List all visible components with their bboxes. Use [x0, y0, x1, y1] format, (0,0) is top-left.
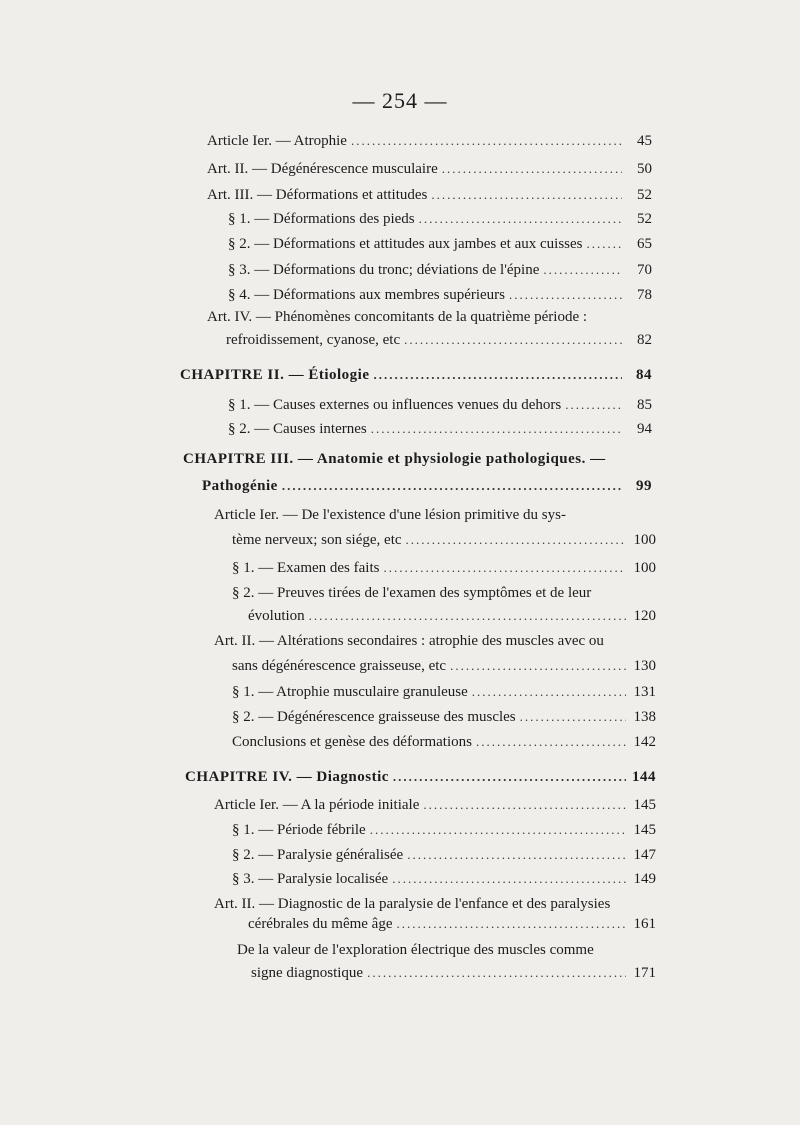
leader-dots: [367, 964, 626, 982]
toc-entry-label: CHAPITRE II. — Étiologie: [180, 367, 370, 383]
leader-dots: [450, 657, 626, 675]
toc-entry-label: tème nerveux; son siége, etc: [232, 532, 402, 548]
toc-entry: [228, 420, 652, 438]
toc-entry-label: Art. II. — Diagnostic de la paralysie de l'enfance et des paralysies: [214, 896, 611, 912]
toc-entry-page: 145: [633, 797, 656, 813]
toc-entry-label: Art. II. — Altérations secondaires : atrophie des muscles avec ou: [214, 633, 604, 649]
toc-entry: [232, 870, 656, 888]
toc-entry-label: § 1. — Déformations des pieds: [228, 211, 415, 227]
toc-entry-page: 131: [633, 684, 656, 700]
toc-entry-page: 120: [633, 608, 656, 624]
toc-entry-label: § 1. — Causes externes ou influences venues du dehors: [228, 397, 562, 413]
toc-entry-label: § 1. — Atrophie musculaire granuleuse: [232, 684, 468, 700]
toc-entry: [232, 531, 656, 549]
chapter-heading: CHAPITRE III. — Anatomie et physiologie pathologiques. —: [183, 451, 606, 467]
leader-dots: [397, 915, 627, 933]
leader-dots: [370, 821, 626, 839]
toc-entry-page: 52: [637, 211, 652, 227]
leader-dots: [406, 531, 626, 549]
toc-entry-label: Article Ier. — De l'existence d'une lésion primitive du sys-: [214, 507, 566, 523]
toc-entry: [232, 657, 656, 675]
leader-dots: [543, 261, 622, 279]
leader-dots: [282, 477, 622, 495]
toc-entry-label: cérébrales du même âge: [248, 916, 393, 932]
toc-entry-page: 52: [637, 187, 652, 203]
leader-dots: [520, 708, 626, 726]
toc-entry-label: § 3. — Déformations du tronc; déviations de l'épine: [228, 262, 540, 278]
toc-entry-label: Article Ier. — Atrophie: [207, 133, 347, 149]
leader-dots: [407, 846, 626, 864]
toc-entry-label: Conclusions et genèse des déformations: [232, 734, 472, 750]
toc-entry-page: 100: [633, 532, 656, 548]
leader-dots: [423, 796, 626, 814]
leader-dots: [419, 210, 622, 228]
toc-entry: [214, 796, 656, 814]
toc-entry: [232, 821, 656, 839]
toc-entry-label: § 2. — Déformations et attitudes aux jambes et aux cuisses: [228, 236, 583, 252]
toc-entry-page: 147: [633, 847, 656, 863]
leader-dots: [351, 132, 622, 150]
toc-entry: [232, 733, 656, 751]
toc-entry: [228, 286, 652, 304]
toc-entry: [232, 846, 656, 864]
leader-dots: [309, 607, 626, 625]
toc-entry-page: 45: [637, 133, 652, 149]
toc-entry: [232, 708, 656, 726]
toc-entry: [226, 331, 652, 349]
toc-entry-label: § 1. — Examen des faits: [232, 560, 380, 576]
toc-entry-label: sans dégénérescence graisseuse, etc: [232, 658, 447, 674]
toc-entry-label: § 2. — Paralysie généralisée: [232, 847, 404, 863]
chapter-heading: [202, 477, 652, 495]
toc-entry-label: § 2. — Causes internes: [228, 421, 367, 437]
toc-entry-page: 94: [637, 421, 652, 437]
toc-entry-page: 100: [633, 560, 656, 576]
toc-entry-page: 84: [636, 367, 652, 383]
toc-entry-page: 130: [633, 658, 656, 674]
leader-dots: [392, 870, 626, 888]
toc-entry-page: 144: [632, 769, 656, 785]
leader-dots: [565, 396, 622, 414]
toc-entry-label: § 2. — Preuves tirées de l'examen des symptômes et de leur: [232, 585, 592, 601]
toc-entry-page: 50: [637, 161, 652, 177]
leader-dots: [374, 366, 622, 384]
toc-entry-page: 171: [633, 965, 656, 981]
toc-entry-page: 82: [637, 332, 652, 348]
toc-entry-label: § 1. — Période fébrile: [232, 822, 366, 838]
toc-entry: [248, 915, 656, 933]
chapter-heading: [185, 768, 656, 786]
toc-entry: [232, 559, 656, 577]
toc-entry-label: refroidissement, cyanose, etc: [226, 332, 401, 348]
toc-entry: [248, 607, 656, 625]
toc-entry-label: § 3. — Paralysie localisée: [232, 871, 389, 887]
toc-entry: [228, 261, 652, 279]
toc-entry-page: 65: [637, 236, 652, 252]
toc-entry-label: Article Ier. — A la période initiale: [214, 797, 420, 813]
chapter-heading: [180, 366, 652, 384]
toc-entry-label: Art. III. — Déformations et attitudes: [207, 187, 428, 203]
toc-entry-page: 149: [633, 871, 656, 887]
toc-entry-page: 142: [633, 734, 656, 750]
leader-dots: [404, 331, 622, 349]
toc-entry-page: 99: [636, 478, 652, 494]
toc-entry: [207, 186, 652, 204]
leader-dots: [442, 160, 622, 178]
toc-entry-page: 161: [633, 916, 656, 932]
leader-dots: [587, 235, 623, 253]
toc-entry: [207, 132, 652, 150]
toc-entry: [228, 396, 652, 414]
leader-dots: [476, 733, 626, 751]
toc-entry-label: De la valeur de l'exploration électrique des muscles comme: [237, 942, 594, 958]
leader-dots: [472, 683, 626, 701]
toc-entry: [228, 235, 652, 253]
toc-entry-label: § 2. — Dégénérescence graisseuse des muscles: [232, 709, 516, 725]
leader-dots: [383, 559, 626, 577]
leader-dots: [371, 420, 622, 438]
toc-entry-label: Pathogénie: [202, 478, 278, 494]
toc-entry-page: 70: [637, 262, 652, 278]
toc-entry: [228, 210, 652, 228]
toc-entry-label: Art. IV. — Phénomènes concomitants de la quatrième période :: [207, 309, 588, 325]
leader-dots: [509, 286, 622, 304]
leader-dots: [393, 768, 626, 786]
toc-entry-page: 78: [637, 287, 652, 303]
toc-entry: [207, 160, 652, 178]
toc-entry-label: § 4. — Déformations aux membres supérieurs: [228, 287, 506, 303]
toc-entry-label: CHAPITRE IV. — Diagnostic: [185, 769, 389, 785]
toc-entry-label: signe diagnostique: [251, 965, 364, 981]
page-number: — 254 —: [352, 88, 448, 113]
toc-entry-page: 138: [633, 709, 656, 725]
toc-entry-label: évolution: [248, 608, 305, 624]
toc-entry-page: 145: [633, 822, 656, 838]
toc-entry-label: Art. II. — Dégénérescence musculaire: [207, 161, 438, 177]
toc-entry: [232, 683, 656, 701]
toc-entry-page: 85: [637, 397, 652, 413]
toc-entry: [251, 964, 656, 982]
leader-dots: [431, 186, 622, 204]
